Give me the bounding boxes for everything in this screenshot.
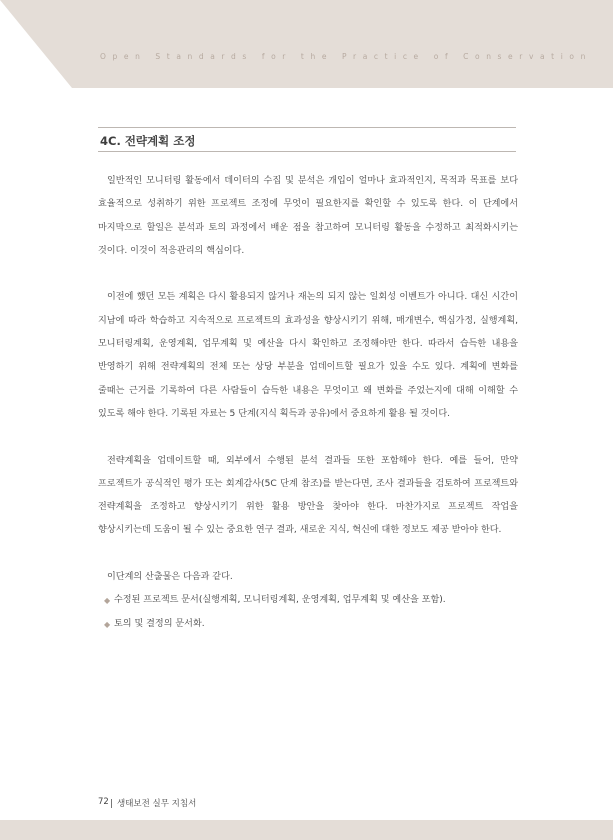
page-number: 72 [98, 797, 109, 807]
output-item-text: 수정된 프로젝트 문서(실행계획, 모니터링계획, 운영계획, 업무계획 및 예산을 포함). [114, 595, 446, 606]
section-title: 4C. 전략계획 조정 [100, 134, 196, 148]
output-item [98, 613, 518, 636]
paragraph-3: 전략계획을 업데이트할 때, 외부에서 수행된 분석 결과들 또한 포함해야 한다. 예를 들어, 만약 프로젝트가 공식적인 평가 또는 회계감사(5C 단계 참조)를 받는다면, 조사 결과들을 검토하여 프로젝트와 전략계획을 조정하고 향상시키기 위한 활용 방안을 찾아야 한다. 마찬가지로 프로젝트 작업을 향상시키는데 도움이 될 수 있는 중요한 연구 결과, 새로운 지식, 혁신에 대한 정보도 제공 받아야 한다. [98, 455, 518, 536]
paragraph-2: 이전에 했던 모든 계획은 다시 활용되지 않거나 재논의 되지 않는 일회성 이벤트가 아니다. 대신 시간이 지남에 따라 학습하고 지속적으로 프로젝트의 효과성을 향상시키기 위해, 매개변수, 핵심가정, 실행계획, 모니터링계획, 운영계획, 업무계획 및 예산을 다시 확인하고 조정해야만 한다. 따라서 습득한 내용을 반영하기 위해 전략계획의 전체 또는 상당 부분을 업데이트할 필요가 있을 수도 있다. 계획에 변화를 줄때는 근거를 기록하여 다른 사람들이 습득한 내용은 무엇이고 왜 변화를 주었는지에 대해 이해할 수 있도록 해야 한다. 기록된 자료는 5 단계(지식 획득과 공유)에서 중요하게 활용 될 것이다. [98, 292, 518, 419]
running-header: Open Standards for the Practice of Conservation [100, 52, 592, 61]
paragraph-1: 일반적인 모니터링 활동에서 데이터의 수집 및 분석은 개입이 얼마나 효과적인지, 목적과 목표를 보다 효율적으로 성취하기 위한 프로젝트 조정에 무엇이 필요한지를 확인할 수 있도록 한다. 이 단계에서 마지막으로 할일은 분석과 토의 과정에서 배운 점을 참고하여 모니터링 활동을 수정하고 최적화시키는 것이다. 이것이 적응관리의 핵심이다. [98, 176, 518, 256]
footer-book-title: 생태보전 실무 지침서 [117, 799, 197, 809]
footer-separator [111, 799, 112, 808]
outputs-intro: 이단계의 산출물은 다음과 같다. [107, 572, 233, 583]
header-band [0, 0, 613, 88]
section-divider-top [98, 127, 516, 128]
section-divider-bottom [98, 151, 516, 152]
footer-band [0, 820, 613, 840]
diamond-bullet-icon: ◆ [104, 596, 111, 606]
output-item [98, 589, 518, 612]
diamond-bullet-icon: ◆ [104, 619, 111, 629]
output-item-text: 토의 및 결정의 문서화. [114, 618, 205, 629]
body-text [98, 170, 518, 636]
